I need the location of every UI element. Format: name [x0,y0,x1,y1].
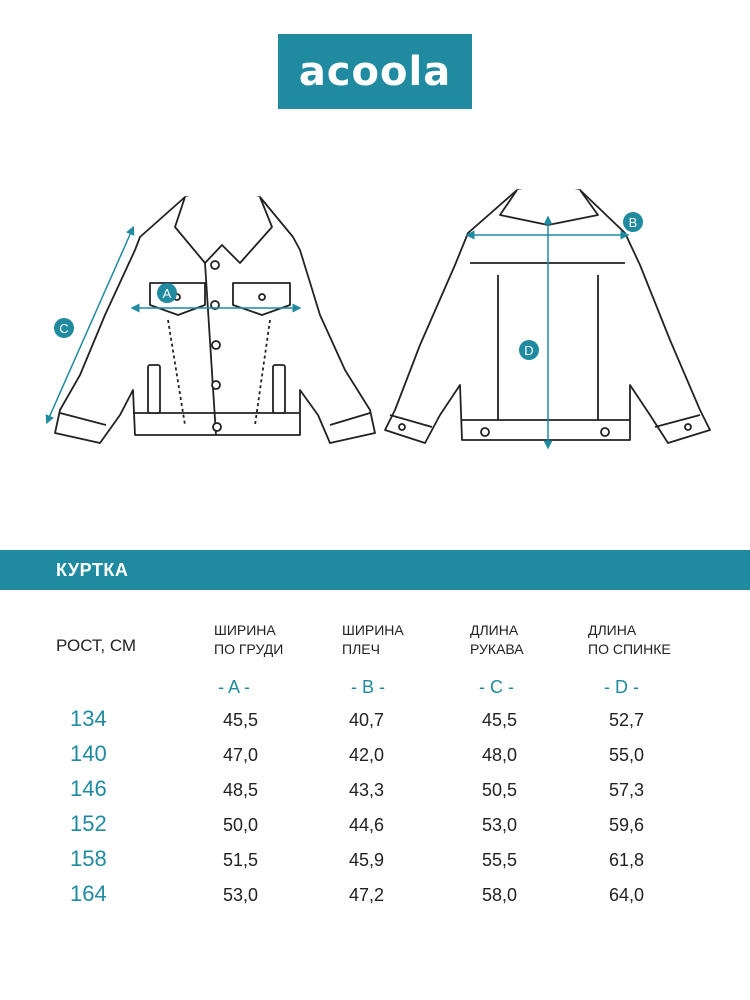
label-b-marker [623,212,643,232]
cell-shoulders: 40,7 [349,710,385,730]
column-header-line2: ПО ГРУДИ [214,641,284,657]
row-height: 158 [70,846,107,871]
cell-chest: 51,5 [223,850,259,870]
cell-sleeve: 58,0 [482,885,518,905]
row-height: 146 [70,776,107,801]
column-header-sleeve [470,621,524,659]
column-header-line2: ПЛЕЧ [342,641,380,657]
cell-sleeve: 45,5 [482,710,518,730]
column-header-line1: ДЛИНА [588,622,637,638]
column-header-line2: ПО СПИНКЕ [588,641,671,657]
row-height: 140 [70,741,107,766]
column-header-line1: ШИРИНА [214,622,276,638]
cell-chest: 50,0 [223,815,259,835]
label-a: A [162,286,172,301]
column-header-shoulders [342,621,404,659]
column-header-line1: ШИРИНА [342,622,404,638]
section-title: КУРТКА [56,559,129,580]
cell-chest: 48,5 [223,780,259,800]
height-header: РОСТ, СМ [56,636,137,655]
cell-back-length: 64,0 [609,885,645,905]
column-code-d: - D - [604,677,639,697]
column-header-chest [214,621,283,659]
cell-back-length: 52,7 [609,710,645,730]
cell-chest: 53,0 [223,885,259,905]
label-d: D [524,343,534,358]
column-header-line2: РУКАВА [470,641,524,657]
cell-back-length: 61,8 [609,850,645,870]
jacket-illustration [0,175,750,465]
cell-back-length: 59,6 [609,815,645,835]
cell-back-length: 57,3 [609,780,645,800]
cell-chest: 47,0 [223,745,259,765]
cell-chest: 45,5 [223,710,259,730]
label-c: C [59,321,69,336]
column-code-b: - B - [351,677,385,697]
cell-sleeve: 48,0 [482,745,518,765]
cell-back-length: 55,0 [609,745,645,765]
label-c-marker [54,318,74,338]
section-band [0,550,750,590]
cell-sleeve: 55,5 [482,850,518,870]
column-code-c: - C - [479,677,514,697]
cell-sleeve: 50,5 [482,780,518,800]
jacket-front [55,197,375,443]
brand-logo [278,34,472,109]
cell-shoulders: 42,0 [349,745,385,765]
cell-sleeve: 53,0 [482,815,518,835]
column-header-line1: ДЛИНА [470,622,519,638]
row-height: 152 [70,811,107,836]
row-height: 134 [70,706,107,731]
label-d-marker [519,340,539,360]
column-code-a: - A - [218,677,251,697]
cell-shoulders: 43,3 [349,780,385,800]
label-b: B [628,215,638,230]
cell-shoulders: 44,6 [349,815,385,835]
cell-shoulders: 45,9 [349,850,385,870]
label-a-marker [157,283,177,303]
brand-logo-text: acoola [298,48,452,95]
row-height: 164 [70,881,107,906]
cell-shoulders: 47,2 [349,885,385,905]
column-header-back-length [588,621,671,659]
